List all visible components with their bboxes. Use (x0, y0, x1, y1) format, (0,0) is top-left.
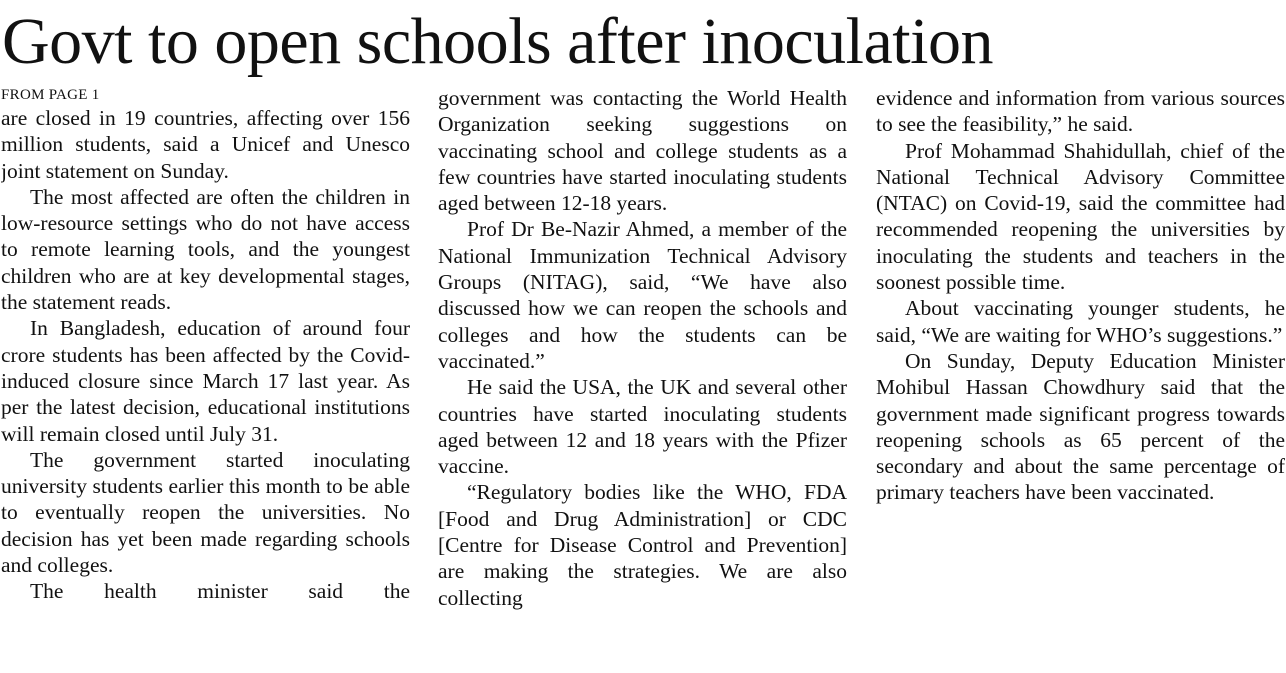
paragraph: “Regulatory bodies like the WHO, FDA [Food and Drug Administration] or CDC [Centre for Disease Control and Prevention] are making the strategies. We are also collecting (438, 480, 847, 610)
paragraph: About vaccinating younger students, he said, “We are waiting for WHO’s suggestions.” (876, 296, 1285, 347)
paragraph: government was contacting the World Health Organization seeking suggestions on vaccinating school and college students as a few countries have started inoculating students aged between 12-18 years. (438, 86, 847, 216)
paragraph: The government started inoculating university students earlier this month to be able to eventually reopen the universities. No decision has yet been made regarding schools and colleges. (1, 447, 410, 578)
headline: Govt to open schools after inoculation (2, 5, 993, 78)
paragraph: Prof Mohammad Shahidullah, chief of the National Technical Advisory Committee (NTAC) on Covid-19, said the committee had recommended reopening the universities by inoculating the students and teachers in the soonest possible time. (876, 138, 1285, 295)
paragraph: are closed in 19 countries, affecting over 156 million students, said a Unicef and Unesco joint statement on Sunday. (1, 106, 410, 183)
paragraph: The health minister said the (30, 579, 410, 604)
article-column-1 (1, 85, 410, 673)
continuation-label: FROM PAGE 1 (1, 87, 100, 103)
paragraph: Prof Dr Be-Nazir Ahmed, a member of the National Immunization Technical Advisory Groups (NITAG), said, “We have also discussed how we can reopen the schools and colleges and how the students can be vaccinated.” (438, 217, 847, 373)
paragraph: evidence and information from various sources to see the feasibility,” he said. (876, 86, 1285, 137)
paragraph: In Bangladesh, education of around four crore students has been affected by the Covid-induced closure since March 17 last year. As per the latest decision, educational institutions will remain closed until July 31. (1, 316, 410, 446)
article-column-2 (438, 85, 847, 673)
article-column-3 (876, 85, 1285, 673)
paragraph: The most affected are often the children in low-resource settings who do not have access to remote learning tools, and the youngest children who are at key developmental stages, the statement reads. (1, 184, 410, 315)
paragraph: He said the USA, the UK and several other countries have started inoculating students aged between 12 and 18 years with the Pfizer vaccine. (438, 375, 847, 479)
paragraph: On Sunday, Deputy Education Minister Mohibul Hassan Chowdhury said that the government made significant progress towards reopening schools as 65 percent of the secondary and about the same percentage of primary teachers have been vaccinated. (876, 348, 1285, 505)
